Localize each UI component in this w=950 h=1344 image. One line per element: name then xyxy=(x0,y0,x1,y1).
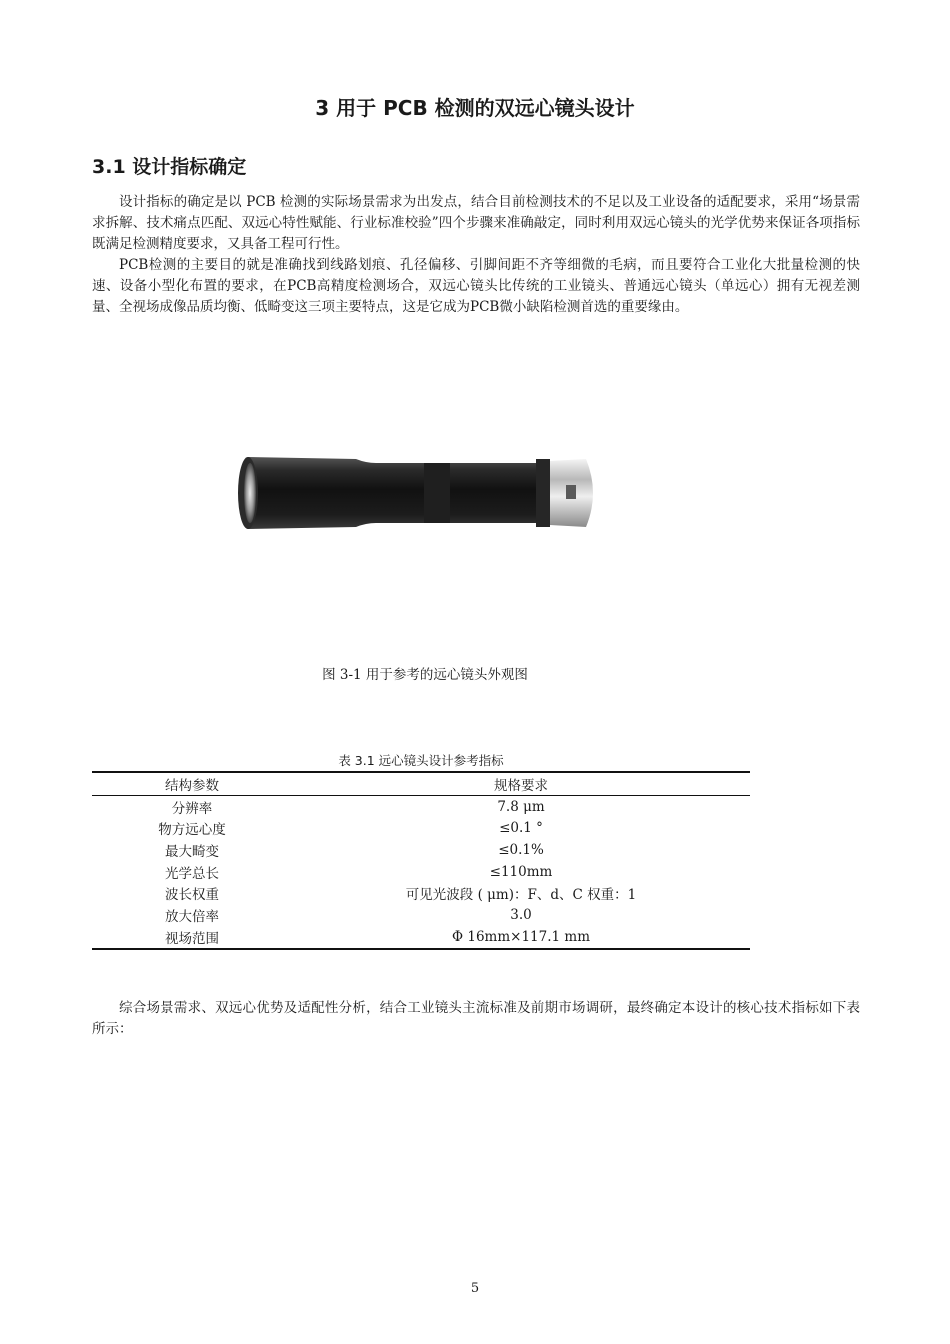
table-cell-parameter: 波长权重 xyxy=(165,887,219,904)
paragraph-design-criteria: 设计指标的确定是以 PCB 检测的实际场景需求为出发点，结合目前检测技术的不足以及工业设备的适配要求，采用“场景需求拆解、技术痛点匹配、双远心特性赋能、行业标准校验”四个步骤来准确敲定，同时利用双远心镜头的光学优势来保证各项指标既满足检测精度要求，又具备工程可行性。 xyxy=(92,194,860,252)
table-row xyxy=(92,817,750,839)
table-cell-parameter: 放大倍率 xyxy=(165,908,219,925)
table-cell-requirement: ≤0.1% xyxy=(498,841,544,858)
figure-caption: 图 3-1 用于参考的远心镜头外观图 xyxy=(322,667,528,683)
table-cell-parameter: 最大畸变 xyxy=(165,843,219,860)
table-cell-requirement: ≤0.1 ° xyxy=(499,820,543,837)
table-header-row xyxy=(92,772,750,795)
table-cell-parameter: 光学总长 xyxy=(165,865,219,882)
table-header-requirement: 规格要求 xyxy=(494,777,548,794)
table-caption: 表 3.1 远心镜头设计参考指标 xyxy=(338,753,504,768)
table-cell-requirement: Φ 16mm×117.1 mm xyxy=(452,928,590,945)
table-cell-requirement: ≤110mm xyxy=(489,863,553,880)
table-row xyxy=(92,926,750,949)
table-cell-requirement: 可见光波段 ( μm)：F、d、C 权重：1 xyxy=(405,887,637,904)
table-row xyxy=(92,839,750,861)
table-cell-requirement: 3.0 xyxy=(510,906,532,923)
table-row xyxy=(92,861,750,883)
paragraph-conclusion: 综合场景需求、双远心优势及适配性分析，结合工业镜头主流标准及前期市场调研，最终确定本设计的核心技术指标如下表所示： xyxy=(92,1000,860,1037)
lens-photo xyxy=(236,449,608,537)
table-row xyxy=(92,795,750,817)
spec-table xyxy=(92,771,750,950)
table-cell-parameter: 物方远心度 xyxy=(158,822,226,839)
table-row xyxy=(92,904,750,926)
table-cell-parameter: 分辨率 xyxy=(171,800,213,817)
section-title: 3.1 设计指标确定 xyxy=(92,156,247,178)
chapter-title: 3 用于 PCB 检测的双远心镜头设计 xyxy=(315,96,635,120)
table-row xyxy=(92,882,750,904)
paragraph-pcb-detection: PCB检测的主要目的就是准确找到线路划痕、孔径偏移、引脚间距不齐等细微的毛病，而且要符合工业化大批量检测的快速、设备小型化布置的要求，在PCB高精度检测场合，双远心镜头比传统的工业镜头、普通远心镜头（单远心）拥有无视差测量、全视场成像品质均衡、低畸变这三项主要特点，这是它成为PCB微小缺陷检测首选的重要缘由。 xyxy=(92,257,860,315)
table-header-parameter: 结构参数 xyxy=(165,777,219,794)
page-number: 5 xyxy=(470,1281,480,1296)
table-cell-parameter: 视场范围 xyxy=(165,930,219,947)
table-cell-requirement: 7.8 μm xyxy=(497,798,545,815)
